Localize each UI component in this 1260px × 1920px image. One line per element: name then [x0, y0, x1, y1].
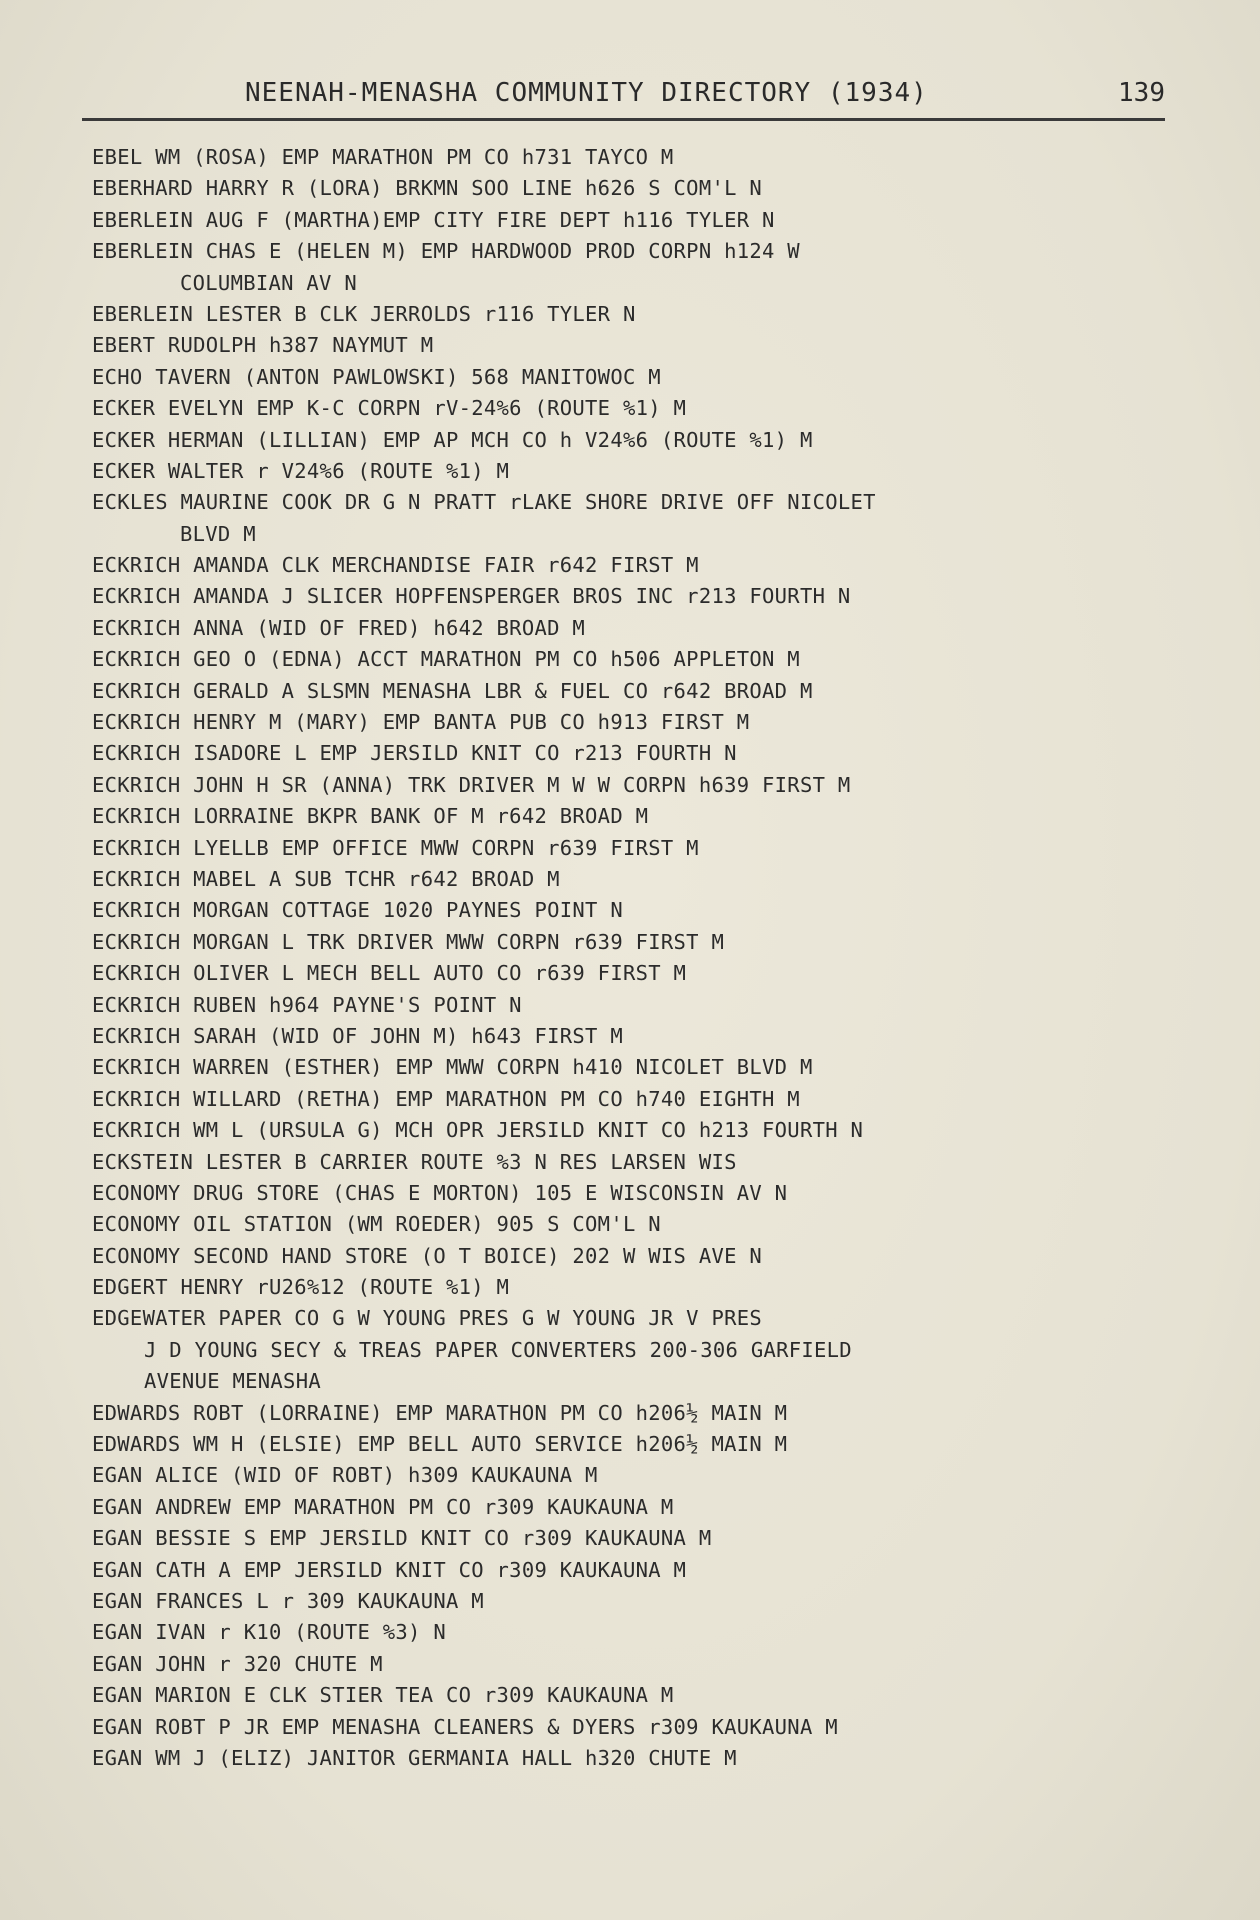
directory-entry: EGAN ANDREW EMP MARATHON PM CO r309 KAUKAUNA M: [92, 1494, 674, 1519]
directory-entry: EBERLEIN AUG F (MARTHA)EMP CITY FIRE DEPT h116 TYLER N: [92, 207, 775, 232]
directory-entry-continuation: J D YOUNG SECY & TREAS PAPER CONVERTERS 200-306 GARFIELD: [144, 1337, 852, 1362]
directory-entry: EGAN FRANCES L r 309 KAUKAUNA M: [92, 1588, 484, 1613]
directory-entry: EGAN BESSIE S EMP JERSILD KNIT CO r309 KAUKAUNA M: [92, 1526, 712, 1551]
directory-entry: ECKRICH AMANDA CLK MERCHANDISE FAIR r642 FIRST M: [92, 553, 699, 578]
directory-entry: ECONOMY SECOND HAND STORE (O T BOICE) 202 W WIS AVE N: [92, 1243, 763, 1268]
directory-entry: ECONOMY OIL STATION (WM ROEDER) 905 S COM'L N: [92, 1212, 661, 1237]
directory-entry: EBERLEIN LESTER B CLK JERROLDS r116 TYLER N: [92, 301, 636, 326]
directory-entry: ECKRICH HENRY M (MARY) EMP BANTA PUB CO h913 FIRST M: [92, 710, 750, 735]
directory-entry: ECKRICH LORRAINE BKPR BANK OF M r642 BROAD M: [92, 804, 649, 829]
directory-entry: ECKRICH RUBEN h964 PAYNE'S POINT N: [92, 992, 522, 1017]
directory-entry: EDWARDS ROBT (LORRAINE) EMP MARATHON PM CO h206½ MAIN M: [92, 1400, 788, 1425]
directory-entry: EDGERT HENRY rU26%12 (ROUTE %1) M: [92, 1275, 510, 1300]
directory-entry: EDGEWATER PAPER CO G W YOUNG PRES G W YOUNG JR V PRES: [92, 1306, 763, 1331]
directory-entry: ECKRICH GEO O (EDNA) ACCT MARATHON PM CO h506 APPLETON M: [92, 647, 800, 672]
page-header: [90, 78, 1165, 118]
directory-entry: EGAN JOHN r 320 CHUTE M: [92, 1651, 383, 1676]
directory-entry: ECKRICH JOHN H SR (ANNA) TRK DRIVER M W W CORPN h639 FIRST M: [92, 772, 851, 797]
directory-entry: ECKRICH OLIVER L MECH BELL AUTO CO r639 FIRST M: [92, 961, 687, 986]
directory-entry: EGAN WM J (ELIZ) JANITOR GERMANIA HALL h320 CHUTE M: [92, 1745, 737, 1770]
directory-entry: ECKRICH AMANDA J SLICER HOPFENSPERGER BROS INC r213 FOURTH N: [92, 584, 851, 609]
page-number: 139: [1118, 78, 1165, 108]
directory-entry-continuation: COLUMBIAN AV N: [180, 270, 357, 295]
directory-entry: ECKRICH WILLARD (RETHA) EMP MARATHON PM CO h740 EIGHTH M: [92, 1086, 800, 1111]
directory-entry: ECKLES MAURINE COOK DR G N PRATT rLAKE SHORE DRIVE OFF NICOLET: [92, 490, 876, 515]
directory-entry: EDWARDS WM H (ELSIE) EMP BELL AUTO SERVICE h206½ MAIN M: [92, 1432, 788, 1457]
header-divider: [82, 118, 1165, 121]
directory-entry: EGAN ALICE (WID OF ROBT) h309 KAUKAUNA M: [92, 1463, 598, 1488]
directory-entries: [92, 142, 1202, 1774]
directory-entry-continuation: AVENUE MENASHA: [144, 1369, 321, 1394]
directory-title: NEENAH-MENASHA COMMUNITY DIRECTORY (1934): [245, 78, 928, 108]
directory-entry: EGAN ROBT P JR EMP MENASHA CLEANERS & DYERS r309 KAUKAUNA M: [92, 1714, 838, 1739]
directory-entry: ECKER WALTER r V24%6 (ROUTE %1) M: [92, 458, 510, 483]
directory-entry: ECKRICH MORGAN COTTAGE 1020 PAYNES POINT N: [92, 898, 623, 923]
directory-entry: ECKER HERMAN (LILLIAN) EMP AP MCH CO h V24%6 (ROUTE %1) M: [92, 427, 813, 452]
directory-entry: ECKRICH LYELLB EMP OFFICE MWW CORPN r639 FIRST M: [92, 835, 699, 860]
directory-entry: EGAN CATH A EMP JERSILD KNIT CO r309 KAUKAUNA M: [92, 1557, 687, 1582]
directory-entry: ECKRICH WARREN (ESTHER) EMP MWW CORPN h410 NICOLET BLVD M: [92, 1055, 813, 1080]
directory-entry: EBEL WM (ROSA) EMP MARATHON PM CO h731 TAYCO M: [92, 145, 674, 169]
directory-entry: EGAN IVAN r K10 (ROUTE %3) N: [92, 1620, 446, 1645]
directory-entry: ECKER EVELYN EMP K-C CORPN rV-24%6 (ROUTE %1) M: [92, 396, 687, 421]
directory-entry: ECKRICH ANNA (WID OF FRED) h642 BROAD M: [92, 615, 586, 640]
directory-entry: ECKRICH ISADORE L EMP JERSILD KNIT CO r213 FOURTH N: [92, 741, 737, 766]
directory-entry: ECKRICH WM L (URSULA G) MCH OPR JERSILD KNIT CO h213 FOURTH N: [92, 1118, 864, 1143]
directory-entry: ECKSTEIN LESTER B CARRIER ROUTE %3 N RES LARSEN WIS: [92, 1149, 737, 1174]
directory-entry: EBERLEIN CHAS E (HELEN M) EMP HARDWOOD PROD CORPN h124 W: [92, 239, 800, 264]
directory-entry: ECONOMY DRUG STORE (CHAS E MORTON) 105 E WISCONSIN AV N: [92, 1180, 788, 1205]
directory-entry: ECKRICH GERALD A SLSMN MENASHA LBR & FUEL CO r642 BROAD M: [92, 678, 813, 703]
directory-entry: EBERHARD HARRY R (LORA) BRKMN SOO LINE h626 S COM'L N: [92, 176, 763, 201]
directory-entry: ECHO TAVERN (ANTON PAWLOWSKI) 568 MANITOWOC M: [92, 364, 661, 389]
directory-entry-continuation: BLVD M: [180, 521, 256, 546]
directory-entry: ECKRICH SARAH (WID OF JOHN M) h643 FIRST M: [92, 1023, 623, 1048]
directory-entry: ECKRICH MABEL A SUB TCHR r642 BROAD M: [92, 866, 560, 891]
directory-entry: ECKRICH MORGAN L TRK DRIVER MWW CORPN r639 FIRST M: [92, 929, 725, 954]
directory-entry: EGAN MARION E CLK STIER TEA CO r309 KAUKAUNA M: [92, 1683, 674, 1708]
directory-entry: EBERT RUDOLPH h387 NAYMUT M: [92, 333, 434, 358]
